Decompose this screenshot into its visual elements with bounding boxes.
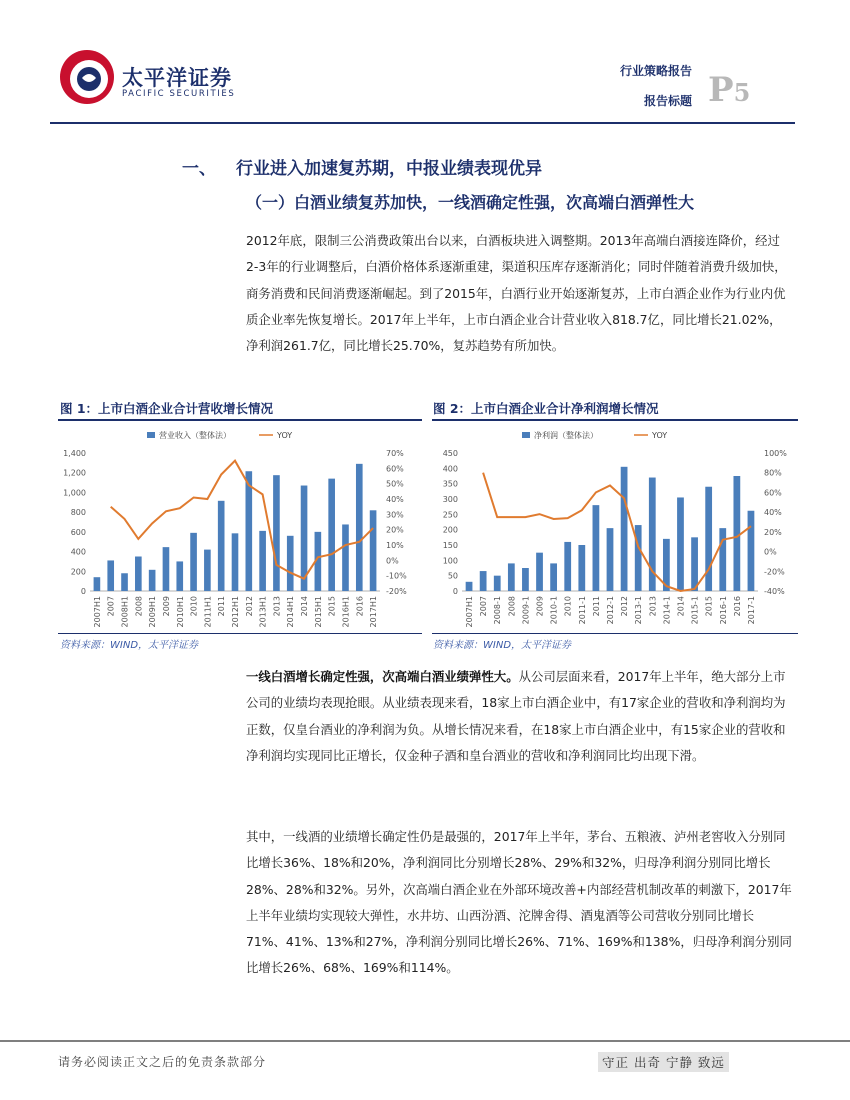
- x-tick-label: 2014-1: [662, 596, 672, 625]
- x-tick-label: 2007: [479, 596, 489, 617]
- x-tick-label: 2012: [244, 596, 254, 617]
- chart-bar: [356, 464, 363, 591]
- y-right-tick-label: -40%: [764, 587, 785, 596]
- chart-bar: [733, 476, 740, 591]
- y-right-tick-label: 40%: [386, 495, 404, 504]
- subsection-heading: （一）白酒业绩复苏加快，一线酒确定性强，次高端白酒弹性大: [246, 193, 695, 212]
- y-left-tick-label: 600: [70, 527, 86, 537]
- figure-1-source: 资料来源：WIND，太平洋证券: [60, 640, 199, 651]
- x-tick-label: 2013: [272, 596, 282, 617]
- x-tick-label: 2015H1: [313, 596, 323, 628]
- x-tick-label: 2007H1: [465, 596, 475, 628]
- x-tick-label: 2013-1: [634, 596, 644, 625]
- chart-bar: [564, 542, 571, 591]
- y-right-tick-label: 0%: [386, 556, 399, 566]
- footer-rule: [0, 1040, 850, 1042]
- chart-bar: [480, 571, 487, 591]
- chart-bar: [218, 501, 225, 591]
- chart-bar: [607, 528, 614, 591]
- chart-bar: [204, 550, 211, 591]
- intro-paragraph: 2012年底，限制三公消费政策出台以来，白酒板块进入调整期。2013年高端白酒接连降价，经过2-3年的行业调整后，白酒价格体系逐渐重建，渠道积压库存逐渐消化；同时伴随着消费升级加快，商务消费和民间消费逐渐崛起。到了2015年，白酒行业开始逐渐复苏，上市白酒企业作为行业内优质企业率先恢复增长。2017年上半年，上市白酒企业合计营业收入818.7亿，同比增长21.02%，净利润261.7亿，同比增长25.70%，复苏趋势有所加快。: [246, 233, 787, 354]
- x-tick-label: 2015: [327, 596, 337, 617]
- header-rule: [50, 122, 795, 124]
- x-tick-label: 2007: [106, 596, 116, 617]
- y-left-tick-label: 400: [70, 547, 86, 557]
- x-tick-label: 2009: [161, 596, 171, 617]
- paragraph-2: [246, 664, 792, 769]
- y-left-tick-label: 450: [442, 449, 458, 458]
- chart-bar: [508, 563, 515, 591]
- chart-bar: [522, 568, 529, 591]
- x-tick-label: 2010H1: [175, 596, 185, 628]
- chart-bar: [719, 528, 726, 591]
- x-tick-label: 2010: [563, 596, 573, 617]
- chart-bar: [149, 570, 156, 591]
- x-tick-label: 2014: [300, 596, 310, 617]
- y-right-tick-label: 0%: [764, 547, 777, 557]
- x-tick-label: 2011-1: [577, 596, 587, 625]
- page-number: [708, 70, 750, 110]
- section-heading: [182, 154, 542, 179]
- chart-bar: [190, 533, 197, 591]
- chart-bar: [621, 467, 628, 591]
- chart-bar: [328, 479, 335, 591]
- y-left-tick-label: 50: [447, 571, 458, 581]
- figure-2-source: 资料来源：WIND，太平洋证券: [433, 640, 572, 651]
- report-title: 报告标题: [643, 94, 692, 108]
- x-tick-label: 2017-1: [746, 596, 756, 625]
- y-left-tick-label: 0: [80, 587, 86, 596]
- chart-bar: [370, 510, 377, 591]
- chart-bar: [273, 475, 280, 591]
- chart-bar: [176, 561, 183, 591]
- y-right-tick-label: -20%: [386, 587, 407, 596]
- y-left-tick-label: 400: [442, 464, 458, 474]
- chart-bar: [536, 553, 543, 591]
- x-tick-label: 2015: [704, 596, 714, 617]
- figure-1-top-rule: [58, 419, 422, 421]
- y-right-tick-label: 60%: [764, 488, 782, 498]
- y-right-tick-label: 100%: [764, 449, 787, 458]
- paragraph-3: 其中，一线酒的业绩增长确定性仍是最强的，2017年上半年，茅台、五粮液、泸州老窖收入分别同比增长36%、18%和20%，净利润同比分别增长28%、29%和32%，归母净利润分别同比增长28%、28%和32%。另外，次高端白酒企业在外部环境改善+内部经营机制改革的刺激下，2017年上半年业绩均实现较大弹性，水井坊、山西汾酒、沱牌舍得、酒鬼酒等公司营收分别同比增长71%、41%、13%和27%，净利润分别同比增长26%、71%、169%和138%，归母净利润分别同比增长26%、68%、169%和114%。: [246, 829, 792, 976]
- net-profit-growth-chart: [432, 424, 798, 632]
- chart-bar: [342, 524, 349, 591]
- chart-bar: [748, 511, 755, 591]
- y-left-tick-label: 1,000: [63, 488, 86, 498]
- y-right-tick-label: 20%: [386, 525, 404, 535]
- y-right-tick-label: 20%: [764, 527, 782, 537]
- chart-bar: [163, 547, 170, 591]
- chart-bar: [232, 533, 239, 591]
- chart-bar: [593, 505, 600, 591]
- x-tick-label: 2014H1: [286, 596, 296, 628]
- x-tick-label: 2009H1: [148, 596, 158, 628]
- legend-line-label: YOY: [277, 431, 293, 440]
- y-left-tick-label: 1,400: [63, 449, 86, 458]
- figure-2-top-rule: [432, 419, 798, 421]
- x-tick-label: 2010: [189, 596, 199, 617]
- x-tick-label: 2008: [134, 596, 144, 617]
- x-tick-label: 2014: [676, 596, 686, 617]
- chart-bar: [94, 577, 101, 591]
- y-left-tick-label: 200: [442, 525, 458, 535]
- chart-bar: [494, 576, 501, 591]
- x-tick-label: 2008H1: [120, 596, 130, 628]
- company-motto: 守正 出奇 宁静 致远: [598, 1052, 729, 1072]
- section-title: 行业进入加速复苏期，中报业绩表现优异: [236, 159, 542, 179]
- y-right-tick-label: 50%: [386, 479, 404, 489]
- page-digit: 5: [733, 78, 751, 107]
- x-tick-label: 2009: [535, 596, 545, 617]
- x-tick-label: 2011H1: [203, 596, 213, 628]
- y-right-tick-label: 60%: [386, 464, 404, 474]
- revenue-growth-chart: [58, 424, 422, 632]
- figure-2-title: 图 2：上市白酒企业合计净利润增长情况: [433, 401, 659, 416]
- y-left-tick-label: 200: [70, 567, 86, 577]
- y-left-tick-label: 250: [442, 510, 458, 520]
- paragraph-2-text: 从公司层面来看，2017年上半年，绝大部分上市公司的业绩均表现抢眼。从业绩表现来看，18家上市白酒企业中，有17家企业的营收和净利润均为正数，仅皇台酒业的净利润为负。从增长情况来看，在18家上市白酒企业中，有15家企业的营收和净利润均实现同比正增长，仅金种子酒和皇台酒业的营收和净利润同比均出现下滑。: [246, 669, 786, 763]
- y-left-tick-label: 100: [442, 556, 458, 566]
- x-tick-label: 2017H1: [369, 596, 379, 628]
- chart-bar: [245, 471, 252, 591]
- chart-bar: [121, 573, 128, 591]
- chart-bar: [578, 545, 585, 591]
- y-right-tick-label: 30%: [386, 510, 404, 520]
- x-tick-label: 2010-1: [549, 596, 559, 625]
- brand-name-cn: 太平洋证券: [122, 66, 232, 90]
- chart-bar: [677, 497, 684, 591]
- chart-bar: [259, 531, 266, 591]
- x-tick-label: 2016H1: [341, 596, 351, 628]
- chart-bar: [691, 537, 698, 591]
- x-tick-label: 2016: [732, 596, 742, 617]
- y-left-tick-label: 350: [442, 479, 458, 489]
- x-tick-label: 2012H1: [231, 596, 240, 628]
- y-right-tick-label: -20%: [764, 567, 785, 577]
- y-left-tick-label: 150: [442, 541, 458, 550]
- x-tick-label: 2013H1: [258, 596, 268, 628]
- x-tick-label: 2009-1: [521, 596, 531, 625]
- y-right-tick-label: 70%: [386, 449, 404, 458]
- x-tick-label: 2013: [648, 596, 658, 617]
- disclaimer-text: 请务必阅读正文之后的免责条款部分: [58, 1055, 267, 1069]
- y-left-tick-label: 0: [452, 587, 458, 596]
- x-tick-label: 2016-1: [718, 596, 728, 625]
- chart-bar: [705, 487, 712, 591]
- page-letter: P: [708, 70, 734, 110]
- y-right-tick-label: 40%: [764, 508, 782, 518]
- brand-name-en: PACIFIC SECURITIES: [122, 89, 236, 99]
- paragraph-2-lead: 一线白酒增长确定性强，次高端白酒业绩弹性大。: [246, 669, 519, 684]
- y-right-tick-label: -10%: [386, 571, 407, 581]
- section-number: 一、: [182, 159, 216, 179]
- legend-bar-swatch: [147, 432, 155, 438]
- x-tick-label: 2011: [591, 596, 601, 617]
- chart-bar: [466, 582, 473, 591]
- figure-2-bottom-rule: [432, 633, 798, 634]
- legend-line-label: YOY: [652, 431, 668, 440]
- x-tick-label: 2016: [355, 596, 365, 617]
- y-right-tick-label: 80%: [764, 468, 782, 478]
- report-type: 行业策略报告: [619, 64, 692, 78]
- chart-bar: [107, 560, 114, 591]
- figure-1-title: 图 1：上市白酒企业合计营收增长情况: [60, 401, 274, 416]
- y-right-tick-label: 10%: [386, 541, 404, 550]
- x-tick-label: 2012: [620, 596, 630, 617]
- legend-bar-label: 营业收入（整体法）: [159, 431, 231, 440]
- x-tick-label: 2011: [217, 596, 227, 617]
- x-tick-label: 2008: [507, 596, 517, 617]
- x-tick-label: 2008-1: [493, 596, 503, 625]
- chart-bar: [550, 563, 557, 591]
- x-tick-label: 2007H1: [92, 596, 102, 628]
- chart-bar: [135, 557, 142, 592]
- y-left-tick-label: 300: [442, 495, 458, 504]
- legend-bar-label: 净利润（整体法）: [534, 431, 598, 440]
- legend-bar-swatch: [522, 432, 530, 438]
- y-left-tick-label: 800: [70, 508, 86, 518]
- y-left-tick-label: 1,200: [63, 468, 86, 478]
- x-tick-label: 2015-1: [690, 596, 700, 625]
- x-tick-label: 2012-1: [606, 596, 615, 625]
- pacific-securities-logo: [58, 48, 116, 106]
- figure-1-bottom-rule: [58, 633, 422, 634]
- chart-bar: [287, 536, 294, 591]
